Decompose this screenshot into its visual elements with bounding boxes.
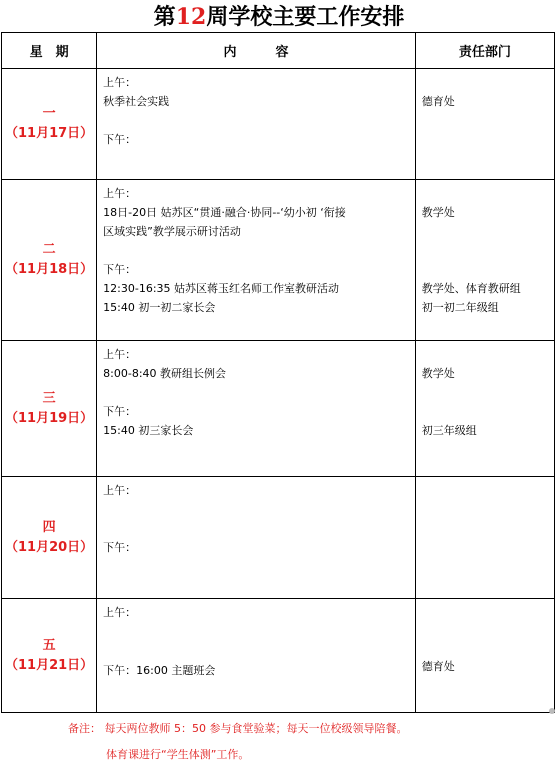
header-day: 星 期 [2, 33, 97, 69]
table-row [2, 341, 555, 477]
content-cell: 上午： 下午：16:00 主题班会 [97, 599, 416, 713]
content-cell: 上午： 秋季社会实践 下午： [97, 69, 416, 180]
notes [68, 716, 407, 768]
dept-cell: 教学处 教学处、体育教研组 初一初二年级组 [415, 180, 554, 341]
note-line-2: 体育课进行“学生体测”工作。 [106, 748, 250, 761]
dept-cell [415, 477, 554, 599]
dept-cell: 德育处 [415, 69, 554, 180]
content-cell: 上午： 18日-20日 姑苏区“贯通·融合·协同--‘幼小初 ‘衔接 区域实践”教学展示研讨活动 下午： 12:30-16:35 姑苏区蒋玉红名师工作室教研活动 15:40 初一初二家长会 [97, 180, 416, 341]
day-cell: 二 （11月18日） [2, 180, 97, 341]
table-row [2, 599, 555, 713]
note-line-1: 备注： 每天两位教师 5：50 参与食堂验菜；每天一位校级领导陪餐。 [68, 722, 408, 735]
day-cell: 三 （11月19日） [2, 341, 97, 477]
table-row [2, 477, 555, 599]
day-cell: 一 （11月17日） [2, 69, 97, 180]
week-number: 12 [175, 4, 207, 30]
header-content: 内 容 [97, 33, 416, 69]
table-row [2, 180, 555, 341]
table-row [2, 69, 555, 180]
day-cell: 四 （11月20日） [2, 477, 97, 599]
page-title: 第12周学校主要工作安排 [153, 4, 405, 30]
content-cell: 上午： 8:00-8:40 教研组长例会 下午： 15:40 初三家长会 [97, 341, 416, 477]
dept-cell: 德育处 [415, 599, 554, 713]
content-cell: 上午： 下午： [97, 477, 416, 599]
dept-cell: 教学处 初三年级组 [415, 341, 554, 477]
day-cell: 五 （11月21日） [2, 599, 97, 713]
header-row [2, 33, 555, 69]
schedule-table [1, 32, 555, 713]
header-dept: 责任部门 [415, 33, 554, 69]
resize-handle [549, 708, 555, 714]
